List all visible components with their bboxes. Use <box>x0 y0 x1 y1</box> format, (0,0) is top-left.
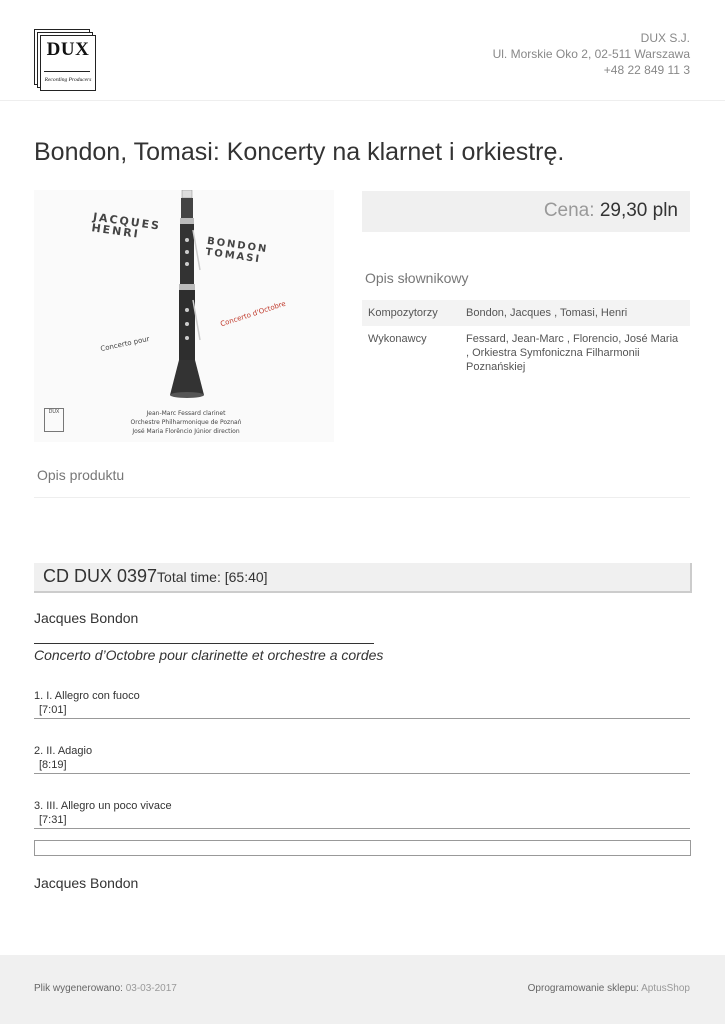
track-title: 2. II. Adagio <box>34 745 93 757</box>
empty-box <box>34 840 691 856</box>
cd-info <box>43 566 268 587</box>
dux-logo[interactable] <box>34 29 96 91</box>
track-duration: [7:01] <box>39 704 67 716</box>
track-duration: [7:31] <box>39 814 67 826</box>
cd-code: CD DUX 0397 <box>43 566 158 586</box>
dictionary-key: Kompozytorzy <box>362 300 460 326</box>
page-header <box>0 0 725 101</box>
section-divider <box>34 497 690 498</box>
dictionary-value[interactable]: Fessard, Jean-Marc , Florencio, José Maria , Orkiestra Symfoniczna Filharmonii Poznańskiej <box>466 333 679 373</box>
composer-name: Jacques Bondon <box>34 875 139 891</box>
software-link[interactable]: AptusShop <box>641 983 690 994</box>
work-title: Concerto d’Octobre pour clarinette et orchestre a cordes <box>34 647 384 663</box>
album-cover-image <box>34 190 334 442</box>
company-info <box>493 30 690 78</box>
generated-date: 03-03-2017 <box>125 983 177 994</box>
company-name: DUX S.J. <box>640 31 690 45</box>
cover-credit-1: Jean-Marc Fessard clarinet <box>146 410 226 417</box>
cover-badge-text: DUX <box>48 409 60 415</box>
price-box <box>362 191 690 232</box>
cover-right-names: BONDON TOMASI <box>204 235 269 266</box>
cd-total-time: Total time: [65:40] <box>157 569 268 585</box>
logo-text: DUX <box>46 39 90 60</box>
company-phone: +48 22 849 11 3 <box>603 63 690 77</box>
generated-label: Plik wygenerowano: <box>34 983 123 994</box>
track-duration: [8:19] <box>39 759 67 771</box>
track-title: 3. III. Allegro un poco vivace <box>34 800 172 812</box>
dictionary-row-performers <box>362 326 690 380</box>
cover-dux-badge <box>44 408 64 432</box>
price-label: Cena: <box>543 200 595 221</box>
price <box>544 200 678 222</box>
dictionary-table <box>362 300 690 380</box>
track-title: 1. I. Allegro con fuoco <box>34 690 140 702</box>
product-title: Bondon, Tomasi: Koncerty na klarnet i orkiestrę. <box>34 138 565 166</box>
price-value: 29,30 pln <box>599 200 678 221</box>
software-label: Oprogramowanie sklepu: <box>527 983 639 994</box>
company-address: Ul. Morskie Oko 2, 02-511 Warszawa <box>492 47 690 61</box>
cover-red-text: Concerto d'Octobre <box>219 299 287 329</box>
track-row <box>34 690 690 719</box>
logo-divider <box>44 71 90 72</box>
cd-header-bar <box>34 563 692 593</box>
description-heading: Opis produktu <box>37 467 125 483</box>
cover-credit-2: Orchestre Philharmonique de Poznań <box>130 419 242 426</box>
dictionary-row-composers <box>362 300 690 326</box>
dictionary-heading: Opis słownikowy <box>365 270 469 286</box>
composer-name: Jacques Bondon <box>34 610 139 626</box>
dictionary-value[interactable]: Bondon, Jacques , Tomasi, Henri <box>460 300 690 326</box>
cover-diagonal-text: Concerto pour <box>99 334 151 354</box>
cover-left-names: JACQUES HENRI <box>90 210 162 241</box>
generated-info <box>34 983 177 994</box>
software-info <box>528 983 690 994</box>
dictionary-key: Wykonawcy <box>368 333 427 345</box>
clarinet-illustration <box>162 190 212 400</box>
composer-underline <box>34 643 374 644</box>
logo-tagline: Recording Producers <box>44 77 92 83</box>
page-footer <box>0 955 725 1024</box>
track-row <box>34 745 690 774</box>
cover-credit-3: José Maria Florêncio Júnior direction <box>132 428 240 435</box>
track-row <box>34 800 690 829</box>
